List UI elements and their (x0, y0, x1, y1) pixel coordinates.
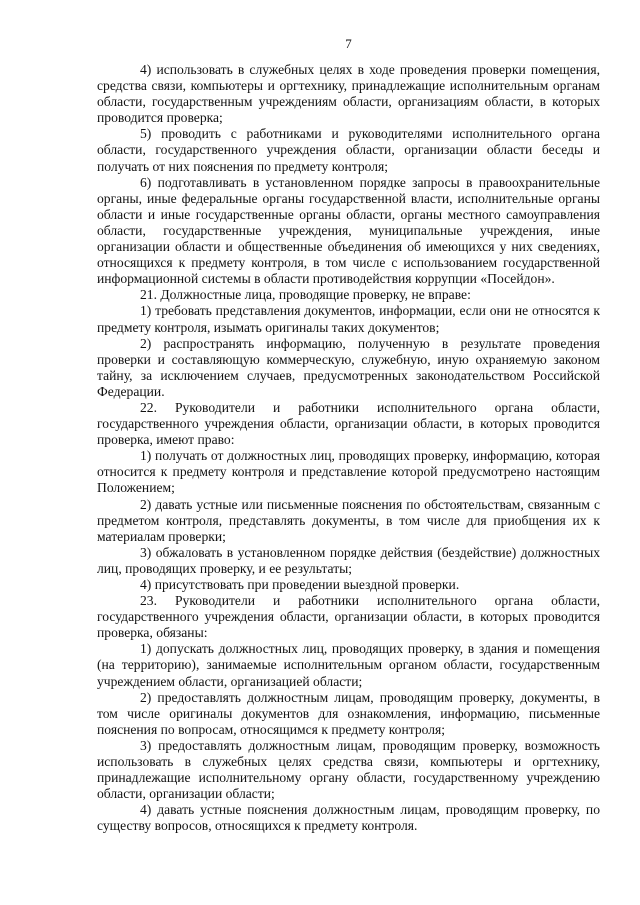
paragraph-23-3: 3) предоставлять должностным лицам, проводящим проверку, возможность использовать в служебных целях средства связи, компьютеры и оргтехнику, принадлежащие исполнительному органу области, государственному учреждению области, организации области; (97, 737, 600, 802)
paragraph-23-1: 1) допускать должностных лиц, проводящих проверку, в здания и помещения (на территорию), занимаемые исполнительным органом области, государственным учреждением области, организацией области; (97, 641, 600, 689)
paragraph-20-4: 4) использовать в служебных целях в ходе проведения проверки помещения, средства связи, компьютеры и оргтехнику, принадлежащие исполнительным органам области, государственным учреждениям области, организациям области, в которых проводится проверка; (97, 62, 600, 126)
paragraph-22-4: 4) присутствовать при проведении выездной проверки. (140, 577, 460, 592)
paragraph-21: 21. Должностные лица, проводящие проверку, не вправе: (140, 287, 471, 303)
paragraph-22-3: 3) обжаловать в установленном порядке действия (бездействие) должностных лиц, проводящих проверку, и ее результаты; (97, 544, 600, 576)
paragraph-22: 22. Руководители и работники исполнительного органа области, государственного учреждения области, организации области, в которых проводится проверка, имеют право: (97, 399, 600, 448)
page-number: 7 (345, 36, 352, 51)
paragraph-22-2: 2) давать устные или письменные пояснения по обстоятельствам, связанным с предметом контроля, представлять документы, в том числе для приобщения их к материалам проверки; (97, 496, 600, 544)
paragraph-23-4: 4) давать устные пояснения должностным лицам, проводящим проверку, по существу вопросов, относящихся к предмету контроля. (97, 802, 600, 834)
paragraph-23-2: 2) предоставлять должностным лицам, проводящим проверку, документы, в том числе оригиналы документов для ознакомления, информацию, письменные пояснения по вопросам, относящимся к предмету контроля; (97, 689, 600, 737)
paragraph-21-1: 1) требовать представления документов, информации, если они не относятся к предмету контроля, изымать оригиналы таких документов; (97, 303, 600, 335)
paragraph-20-6: 6) подготавливать в установленном порядке запросы в правоохранительные органы, иные федеральные органы государственной власти, исполнительные органы области и иные государственные органы области, органы местного самоуправления области, государственные учреждения, муниципальные учреждения, иные организации области и общественные объединения об имеющихся у них сведениях, относящихся к предмету контроля, в том числе с использованием государственной информационной системы в области противодействия коррупции «Посейдон». (97, 174, 600, 287)
paragraph-23: 23. Руководители и работники исполнительного органа области, государственного учреждения области, организации области, в которых проводится проверка, обязаны: (97, 593, 600, 641)
paragraph-21-2: 2) распространять информацию, полученную в результате проведения проверки и составляющую коммерческую, служебную, иную охраняемую законом тайну, за исключением случаев, предусмотренных законодательством Российской Федерации. (97, 335, 600, 399)
paragraph-20-5: 5) проводить с работниками и руководителями исполнительного органа области, государственного учреждения области, организации области беседы и получать от них пояснения по предмету контроля; (97, 126, 600, 174)
document-body (97, 62, 600, 835)
paragraph-22-1: 1) получать от должностных лиц, проводящих проверку, информацию, которая относится к предмету контроля и представление которой предусмотрено настоящим Положением; (97, 448, 600, 496)
